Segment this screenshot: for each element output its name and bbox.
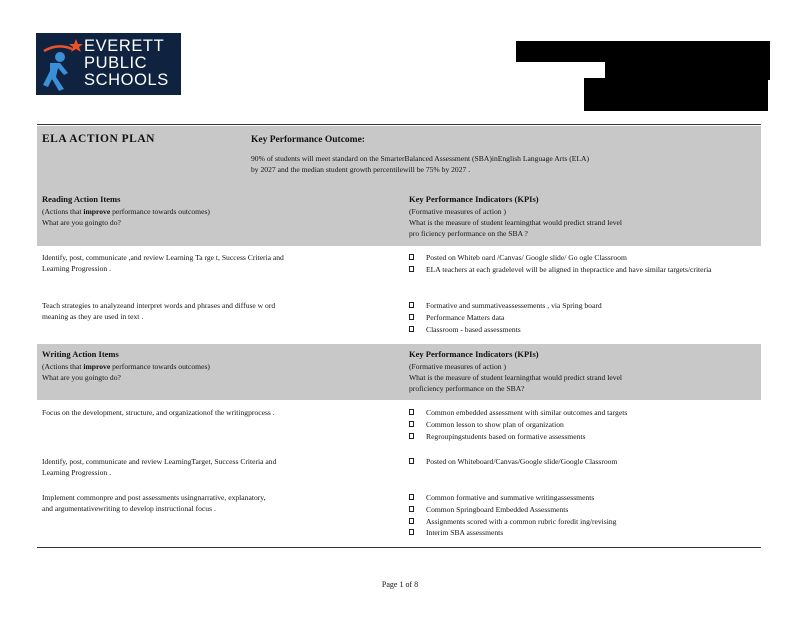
writing-subtitle-1: (Actions that improve performance towards outcomes)	[42, 362, 210, 371]
list-item: Posted on Whiteboard/Canvas/Google slide/Google Classroom	[409, 456, 744, 468]
logo-wordmark	[84, 38, 169, 89]
logo-line-3: SCHOOLS	[84, 71, 169, 89]
writing-kpi-title: Key Performance Indicators (KPIs)	[409, 349, 539, 359]
checkbox-icon	[409, 314, 414, 320]
writing-action-3-line-2: and argumentativewriting to develop instructional focus .	[42, 504, 216, 513]
writing-title: Writing Action Items	[42, 349, 119, 359]
outcome-line-1: 90% of students will meet standard on the SmarterBalanced Assessment (SBA)inEnglish Language Arts (ELA)	[251, 154, 590, 163]
checkbox-icon	[409, 518, 414, 524]
page-number: Page 1 of 8	[381, 580, 419, 589]
list-item: Common formative and summative writingassessments	[409, 492, 744, 504]
list-item: Posted on Whiteb oard /Canvas/ Google slide/ Go ogle Classroom	[409, 252, 744, 264]
reading-action-1-line-1: Identify, post, communicate ,and review Learning Ta rge t, Success Criteria and	[42, 253, 284, 262]
logo-line-1: EVERETT	[84, 37, 165, 55]
reading-action-2-line-1: Teach strategies to analyzeand interpret words and phrases and diffuse w ord	[42, 301, 276, 310]
writing-subtitle-2: What are you goingto do?	[42, 373, 121, 382]
list-item: Assignments scored with a common rubric foredit ing/revising	[409, 516, 744, 528]
redaction-block	[605, 60, 770, 80]
table-top-rule	[37, 124, 761, 125]
checkbox-icon	[409, 506, 414, 512]
list-item: Interim SBA assessments	[409, 527, 744, 539]
writing-action-1-line-1: Focus on the development, structure, and organizationof the writingprocess .	[42, 408, 275, 417]
redaction-block	[516, 41, 770, 62]
reading-kpi-subtitle-2: What is the measure of student learningthat would predict strand level	[409, 218, 622, 227]
list-item: Common embedded assessment with similar outcomes and targets	[409, 407, 744, 419]
redaction-block	[584, 78, 768, 111]
writing-action-3-line-1: Implement commonpre and post assessments usingnarrative, explanatory,	[42, 493, 266, 502]
list-item: Regroupingstudents based on formative assessments	[409, 431, 744, 443]
reading-kpi-list-2	[409, 300, 744, 335]
list-item: Performance Matters data	[409, 312, 744, 324]
kpo-label: Key Performance Outcome:	[251, 135, 365, 145]
reading-action-1-line-2: Learning Progression .	[42, 264, 111, 273]
reading-kpi-subtitle-1: (Formative measures of action )	[409, 207, 506, 216]
reading-action-2-line-2: meaning as they are used in text .	[42, 312, 144, 321]
checkbox-icon	[409, 433, 414, 439]
reading-kpi-title: Key Performance Indicators (KPIs)	[409, 194, 539, 204]
table-bottom-rule	[37, 547, 761, 548]
checkbox-icon	[409, 302, 414, 308]
writing-action-2-line-2: Learning Progression .	[42, 468, 111, 477]
runner-star-icon	[38, 37, 84, 93]
writing-kpi-subtitle-3: proficiency performance on the SBA?	[409, 384, 525, 393]
checkbox-icon	[409, 266, 414, 272]
writing-kpi-list-2	[409, 456, 744, 468]
district-logo	[36, 33, 181, 95]
logo-line-2: PUBLIC	[84, 54, 148, 72]
reading-kpi-subtitle-3: pro ficiency performance on the SBA ?	[409, 229, 528, 238]
writing-kpi-subtitle-2: What is the measure of student learningthat would predict strand level	[409, 373, 622, 382]
outcome-line-2: by 2027 and the median student growth percentilewill be 75% by 2027 .	[251, 165, 471, 174]
writing-action-2-line-1: Identify, post, communicate and review LearningTarget, Success Criteria and	[42, 457, 277, 466]
writing-kpi-list-3	[409, 492, 744, 539]
checkbox-icon	[409, 421, 414, 427]
list-item: Common Springboard Embedded Assessments	[409, 504, 744, 516]
checkbox-icon	[409, 458, 414, 464]
checkbox-icon	[409, 409, 414, 415]
list-item: Common lesson to show plan of organization	[409, 419, 744, 431]
list-item: Classroom - based assessments	[409, 324, 744, 336]
checkbox-icon	[409, 529, 414, 535]
list-item: Formative and summativeassessements , via Spring board	[409, 300, 744, 312]
checkbox-icon	[409, 254, 414, 260]
writing-kpi-list-1	[409, 407, 744, 442]
plan-title: ELA ACTION PLAN	[42, 133, 155, 145]
checkbox-icon	[409, 494, 414, 500]
list-item: ELA teachers at each gradelevel will be aligned in thepractice and have similar targets/criteria	[409, 264, 744, 276]
writing-kpi-subtitle-1: (Formative measures of action )	[409, 362, 506, 371]
reading-kpi-list-1	[409, 252, 744, 276]
reading-subtitle-2: What are you goingto do?	[42, 218, 121, 227]
reading-title: Reading Action Items	[42, 194, 121, 204]
checkbox-icon	[409, 326, 414, 332]
reading-subtitle-1: (Actions that improve performance towards outcomes)	[42, 207, 210, 216]
